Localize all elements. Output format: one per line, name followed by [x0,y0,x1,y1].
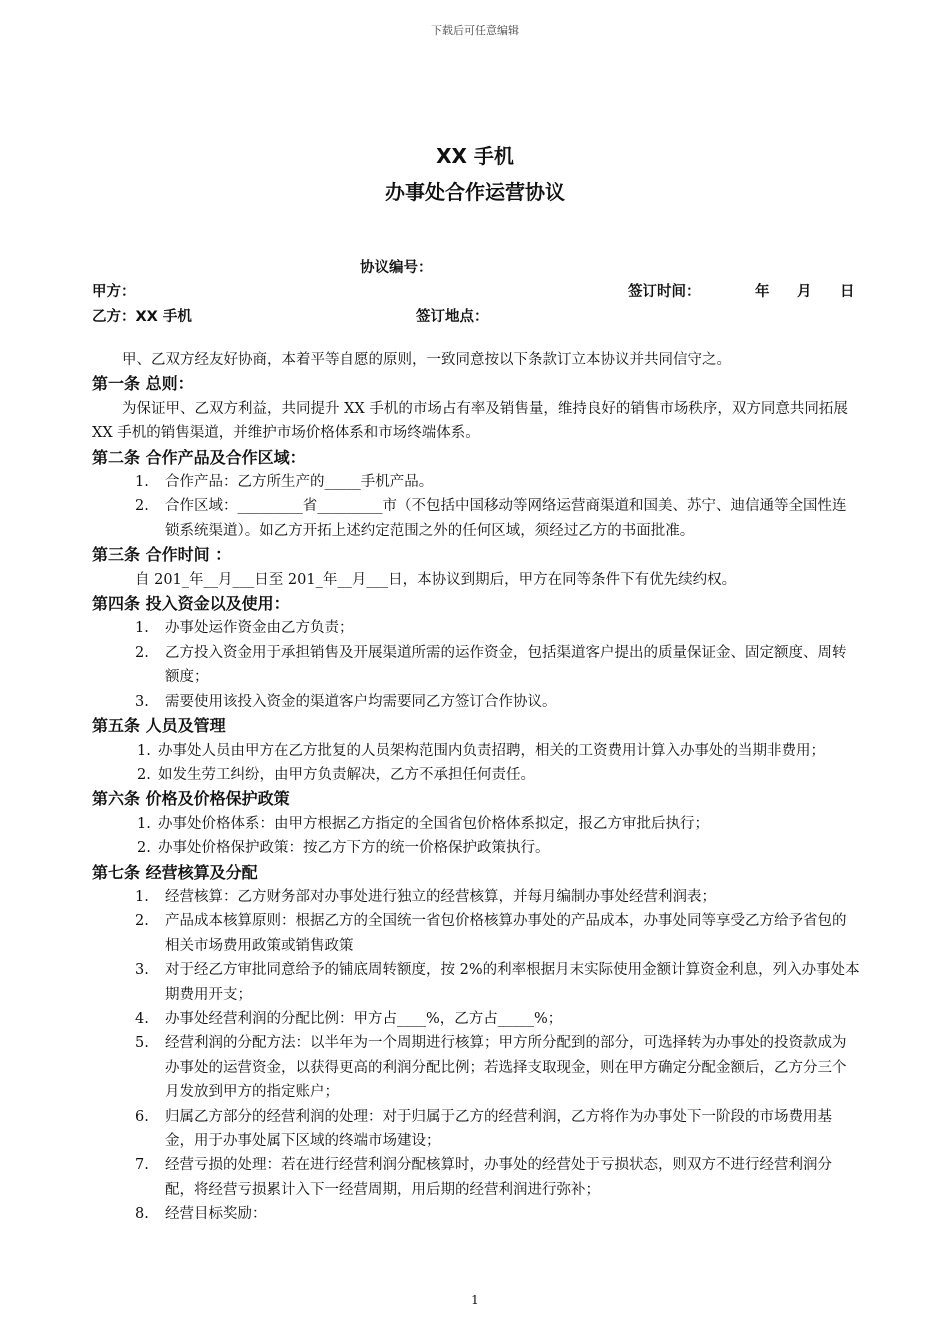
list-item: 5. 经营利润的分配方法：以半年为一个周期进行核算；甲方所分配到的部分，可选择转为办事处的投资款成为办事处的运营资金，以获得更高的利润分配比例；若选择支取现金，则在甲方确定分配金额后，乙方分三个月发放到甲方的指定账户； [135,1035,847,1101]
list-item: 6. 归属乙方部分的经营利润的处理：对于归属于乙方的经营利润，乙方将作为办事处下一阶段的市场费用基金，用于办事处属下区域的终端市场建设； [135,1108,832,1149]
sign-place-label: 签订地点： [416,309,489,325]
date-year: 年 [755,284,770,300]
article-7-heading: 第七条 经营核算及分配 [92,862,258,882]
article-3-text: 自 201_年__月___日至 201_年__月___日，本协议到期后，甲方在同等条件下有优先续约权。 [135,571,737,588]
list-item: 2. 如发生劳工纠纷，由甲方负责解决，乙方不承担任何责任。 [137,766,535,783]
list-item: 2. 办事处价格保护政策：按乙方下方的统一价格保护政策执行。 [137,840,550,857]
article-3-heading: 第三条 合作时间 ： [92,545,232,565]
header-note: 下载后可任意编辑 [431,24,519,37]
list-item: 1. 合作产品：乙方所生产的_____手机产品。 [135,474,434,491]
date-month: 月 [797,284,812,300]
list-item: 2. 乙方投入资金用于承担销售及开展渠道所需的运作资金，包括渠道客户提出的质量保证金、固定额度、周转额度； [135,644,847,686]
agreement-number-label: 协议编号： [360,260,433,276]
article-6-heading: 第六条 价格及价格保护政策 [92,789,290,809]
document-body [92,348,860,1227]
list-item: 1. 经营核算：乙方财务部对办事处进行独立的经营核算，并每月编制办事处经营利润表； [135,888,716,905]
article-1-text: 为保证甲、乙双方利益，共同提升 XX 手机的市场占有率及销售量，维持良好的销售市场秩序，双方同意共同拓展 XX 手机的销售渠道，并维护市场价格体系和市场终端体系。 [92,400,848,442]
list-item: 4. 办事处经营利润的分配比例：甲方占____%，乙方占_____%； [135,1010,563,1027]
list-item: 1. 办事处人员由甲方在乙方批复的人员架构范围内负责招聘，相关的工资费用计算入办事处的当期非费用； [137,742,825,759]
date-day: 日 [840,284,855,300]
article-5-heading: 第五条 人员及管理 [92,716,226,736]
list-item: 7. 经营亏损的处理：若在进行经营利润分配核算时，办事处的经营处于亏损状态，则双方不进行经营利润分配，将经营亏损累计入下一经营周期，用后期的经营利润进行弥补； [135,1157,832,1198]
page-number: 1 [471,1293,479,1307]
list-item: 2. 产品成本核算原则：根据乙方的全国统一省包价格核算办事处的产品成本，办事处同等享受乙方给予省包的相关市场费用政策或销售政策 [135,913,847,954]
list-item: 1. 办事处价格体系：由甲方根据乙方指定的全国省包价格体系拟定，报乙方审批后执行； [137,815,709,832]
article-4-heading: 第四条 投入资金以及使用： [92,594,290,614]
party-b-label: 乙方：XX 手机 [92,309,192,325]
list-item: 8. 经营目标奖励： [135,1206,267,1223]
list-item: 2. 合作区域：_________省_________市（不包括中国移动等网络运营商渠道和国美、苏宁、迪信通等全国性连锁系统渠道）。如乙方开拓上述约定范围之外的任何区域，须经过乙方的书面批准。 [135,498,847,539]
list-item: 1. 办事处运作资金由乙方负责； [135,620,354,637]
document-title-line1: XX 手机 [436,144,514,168]
list-item: 3. 对于经乙方审批同意给予的铺底周转额度，按 2%的利率根据月末实际使用金额计算资金利息，列入办事处本期费用开支； [135,962,860,1003]
intro-paragraph: 甲、乙双方经友好协商，本着平等自愿的原则，一致同意按以下条款订立本协议并共同信守之。 [122,352,731,368]
party-a-label: 甲方： [92,284,136,300]
list-item: 3. 需要使用该投入资金的渠道客户均需要同乙方签订合作协议。 [135,693,557,710]
sign-time-label: 签订时间： [628,284,701,300]
article-2-heading: 第二条 合作产品及合作区域： [92,447,306,467]
article-1-heading: 第一条 总则： [92,374,194,394]
document-title-line2: 办事处合作运营协议 [385,180,565,204]
